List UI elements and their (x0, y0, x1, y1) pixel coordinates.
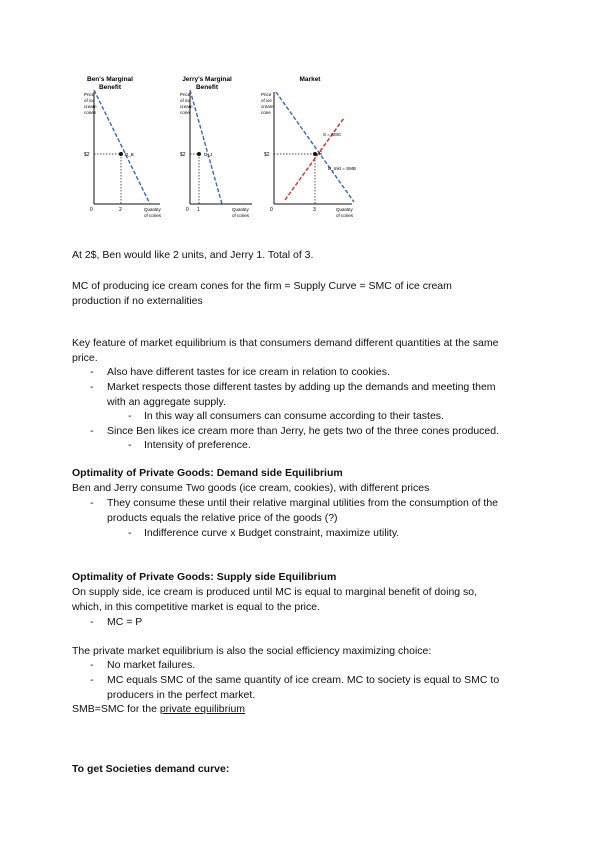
bullet-dash: - (90, 497, 94, 509)
jerry-qty-tick: 1 (197, 207, 200, 213)
market-xlabel-1: Quantity (336, 207, 353, 212)
ben-demand-line (94, 90, 150, 204)
ben-panel (84, 76, 162, 218)
ben-price-tick: $2 (84, 152, 90, 158)
market-ylabel-1: Price (261, 92, 272, 97)
market-title: Market (299, 76, 321, 83)
paragraph-key-feature-line2: price. (72, 352, 98, 364)
private-equilibrium-link[interactable]: private equilibrium (159, 703, 246, 715)
bullet-mc-equals-p: MC = P (107, 616, 143, 628)
market-equilibrium-point (313, 152, 317, 156)
market-panel (261, 76, 356, 218)
market-supply-label: S = SMC (323, 132, 342, 137)
bullet-dash: - (90, 366, 94, 378)
ben-ylabel-1: Price (84, 92, 95, 97)
heading-supply-side: Optimality of Private Goods: Supply side Equilibrium (72, 571, 337, 583)
ben-ylabel-2: of ice (84, 98, 95, 103)
bullet-consume-until-line1: They consume these until their relative marginal utilities from the consumption of the (107, 497, 499, 509)
paragraph-supply-line1: On supply side, ice cream is produced until MC is equal to marginal benefit of doing so, (72, 586, 478, 598)
jerry-xlabel-2: of cones (232, 213, 250, 218)
bullet-mc-equals-smc-line2: producers in the perfect market. (107, 689, 256, 701)
paragraph-private-market: The private market equilibrium is also the social efficiency maximizing choice: (72, 645, 432, 657)
paragraph-key-feature-line1: Key feature of market equilibrium is that consumers demand different quantities at the same (72, 337, 499, 349)
bullet-consume-until-line2: products equals the relative price of the goods (?) (107, 512, 338, 524)
bullet-no-market-failures: No market failures. (107, 659, 196, 671)
ben-ylabel-3: cream (84, 104, 97, 109)
bullet-market-respects-line2: with an aggregate supply. (107, 396, 226, 408)
jerry-price-tick: $2 (180, 152, 186, 158)
bullet-dash: - (90, 674, 94, 686)
jerry-ylabel-1: Price (180, 92, 191, 97)
market-ylabel-4: cone (261, 110, 271, 115)
sub-bullet-dash: - (128, 439, 132, 451)
economics-figures (82, 70, 372, 220)
jerry-xlabel-1: Quantity (232, 207, 249, 212)
bullet-dash: - (90, 381, 94, 393)
jerry-demand-line (190, 90, 222, 204)
market-eq-label: E (319, 151, 323, 157)
paragraph-supply-line2: which, in this competitive market is equal to the price. (72, 601, 321, 613)
jerry-origin: 0 (186, 207, 189, 213)
sub-bullet-dash: - (128, 410, 132, 422)
ben-ylabel-4: cones (84, 110, 97, 115)
jerry-title-2: Benefit (195, 84, 219, 91)
bullet-dash: - (90, 659, 94, 671)
paragraph-mc-line1: MC of producing ice cream cones for the firm = Supply Curve = SMC of ice cream (72, 280, 452, 292)
jerry-ylabel-3: cream (180, 104, 193, 109)
smb-smc-prefix: SMB=SMC for the (72, 703, 160, 715)
ben-xlabel-2: of cones (144, 213, 162, 218)
ben-point-label: D_B (125, 152, 134, 157)
jerry-ylabel-4: cone (180, 110, 190, 115)
jerry-point (197, 152, 201, 156)
heading-societies-demand: To get Societies demand curve: (72, 763, 230, 775)
ben-qty-tick: 2 (119, 207, 122, 213)
paragraph-smb-smc (72, 702, 245, 717)
heading-demand-side: Optimality of Private Goods: Demand side Equilibrium (72, 467, 343, 479)
market-supply-line (285, 118, 344, 200)
market-price-tick: $2 (264, 152, 270, 158)
jerry-title-1: Jerry's Marginal (182, 76, 232, 83)
jerry-panel (180, 76, 252, 218)
market-ylabel-2: of ice (261, 98, 272, 103)
sub-bullet-consume-tastes: In this way all consumers can consume according to their tastes. (144, 410, 444, 422)
market-demand-label: D_mkt = SMB (328, 166, 356, 171)
jerry-ylabel-2: of ice (180, 98, 191, 103)
bullet-dash: - (90, 425, 94, 437)
sub-bullet-indifference: Indifference curve x Budget constraint, maximize utility. (144, 527, 400, 539)
market-ylabel-3: cream (261, 104, 274, 109)
sub-bullet-dash: - (128, 527, 132, 539)
market-xlabel-2: of cones (336, 213, 354, 218)
paragraph-at-2-dollars: At 2$, Ben would like 2 units, and Jerry 1. Total of 3. (72, 249, 314, 261)
market-qty-tick: 3 (313, 207, 316, 213)
bullet-market-respects-line1: Market respects those different tastes by adding up the demands and meeting them (107, 381, 496, 393)
ben-title-2: Benefit (98, 84, 122, 91)
ben-xlabel-1: Quantity (144, 207, 161, 212)
bullet-dash: - (90, 616, 94, 628)
paragraph-mc-line2: production if no externalities (72, 295, 203, 307)
ben-origin: 0 (90, 207, 93, 213)
paragraph-ben-jerry-consume: Ben and Jerry consume Two goods (ice cream, cookies), with different prices (72, 482, 430, 494)
ben-point (119, 152, 123, 156)
bullet-different-tastes: Also have different tastes for ice cream in relation to cookies. (107, 366, 390, 378)
market-origin: 0 (270, 207, 273, 213)
jerry-point-label: D_J (204, 152, 213, 157)
ben-title-1: Ben's Marginal (87, 76, 133, 83)
bullet-ben-likes: Since Ben likes ice cream more than Jerry, he gets two of the three cones produced. (107, 425, 500, 437)
bullet-mc-equals-smc-line1: MC equals SMC of the same quantity of ice cream. MC to society is equal to SMC to (107, 674, 500, 686)
sub-bullet-intensity: Intensity of preference. (144, 439, 251, 451)
